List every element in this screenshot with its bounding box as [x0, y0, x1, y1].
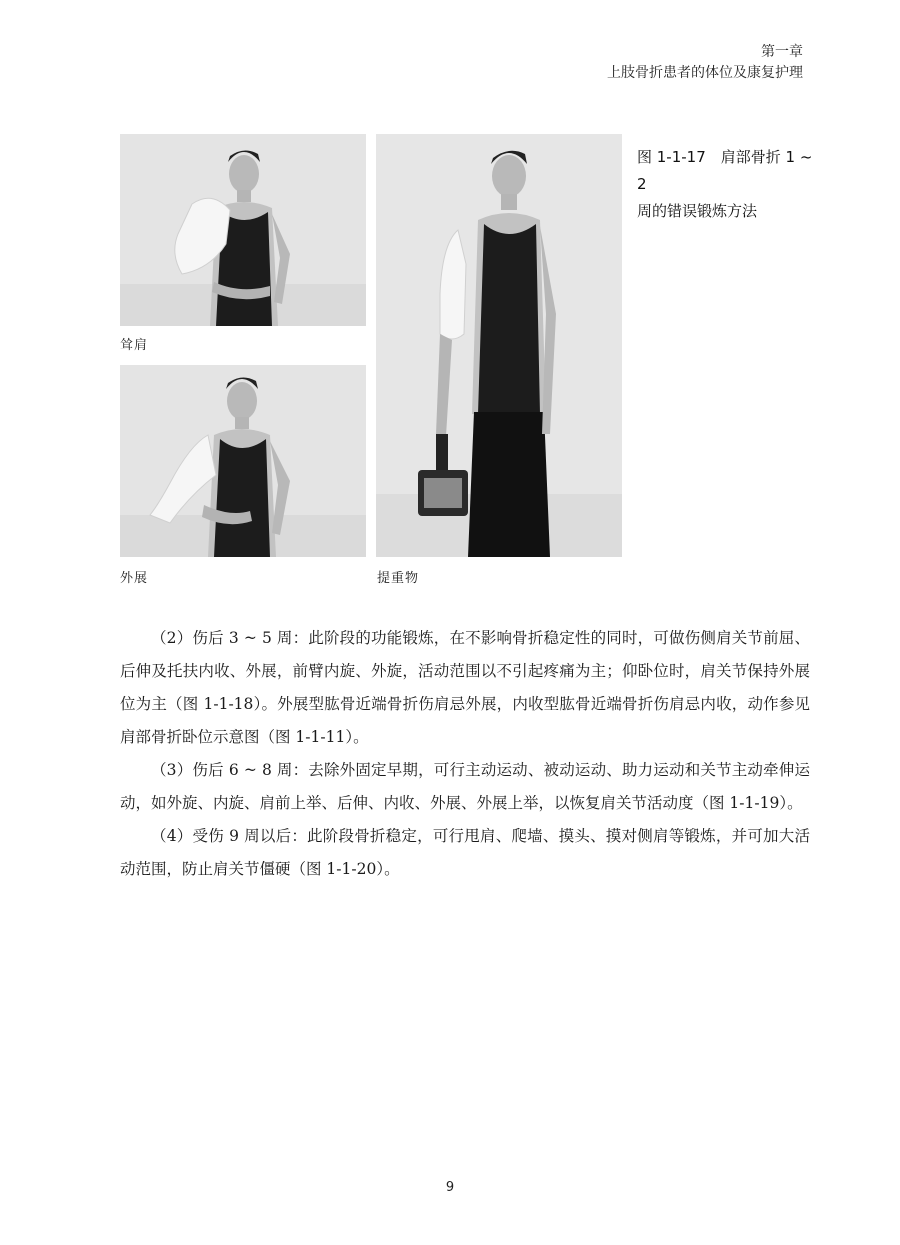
- figure-caption: [637, 144, 822, 225]
- paragraph: （4）受伤 9 周以后：此阶段骨折稳定，可行甩肩、爬墙、摸头、摸对侧肩等锻炼，并可加大活动范围，防止肩关节僵硬（图 1-1-20）。: [120, 827, 810, 878]
- chapter-title: 上肢骨折患者的体位及康复护理: [607, 65, 803, 81]
- photo-label-lifting-weight: 提重物: [377, 571, 420, 586]
- paragraph: （3）伤后 6 ~ 8 周：去除外固定早期，可行主动运动、被动运动、助力运动和关节主动牵伸运动，如外旋、内旋、肩前上举、后伸、内收、外展、外展上举，以恢复肩关节活动度（图 1-1-19）。: [120, 761, 810, 812]
- body-text: [120, 622, 810, 886]
- page-header: [607, 42, 803, 84]
- chapter-label: 第一章: [761, 44, 803, 60]
- figure-caption-line2: 周的错误锻炼方法: [637, 202, 758, 220]
- photo-shrug: [120, 134, 366, 326]
- photo-label-abduction: 外展: [120, 571, 149, 586]
- paragraph: （2）伤后 3 ~ 5 周：此阶段的功能锻炼，在不影响骨折稳定性的同时，可做伤侧肩关节前屈、后伸及托扶内收、外展，前臂内旋、外旋，活动范围以不引起疼痛为主；仰卧位时，肩关节保持外展位为主（图 1-1-18）。外展型肱骨近端骨折伤肩忌外展，内收型肱骨近端骨折伤肩忌内收，动作参见肩部骨折卧位示意图（图 1-1-11）。: [120, 629, 810, 746]
- photo-abduction: [120, 365, 366, 557]
- page-number: 9: [445, 1180, 455, 1195]
- figure-caption-line1: 图 1-1-17 肩部骨折 1 ~ 2: [637, 148, 813, 193]
- photo-label-shrug: 耸肩: [120, 338, 149, 353]
- photo-lifting-weight: [376, 134, 622, 557]
